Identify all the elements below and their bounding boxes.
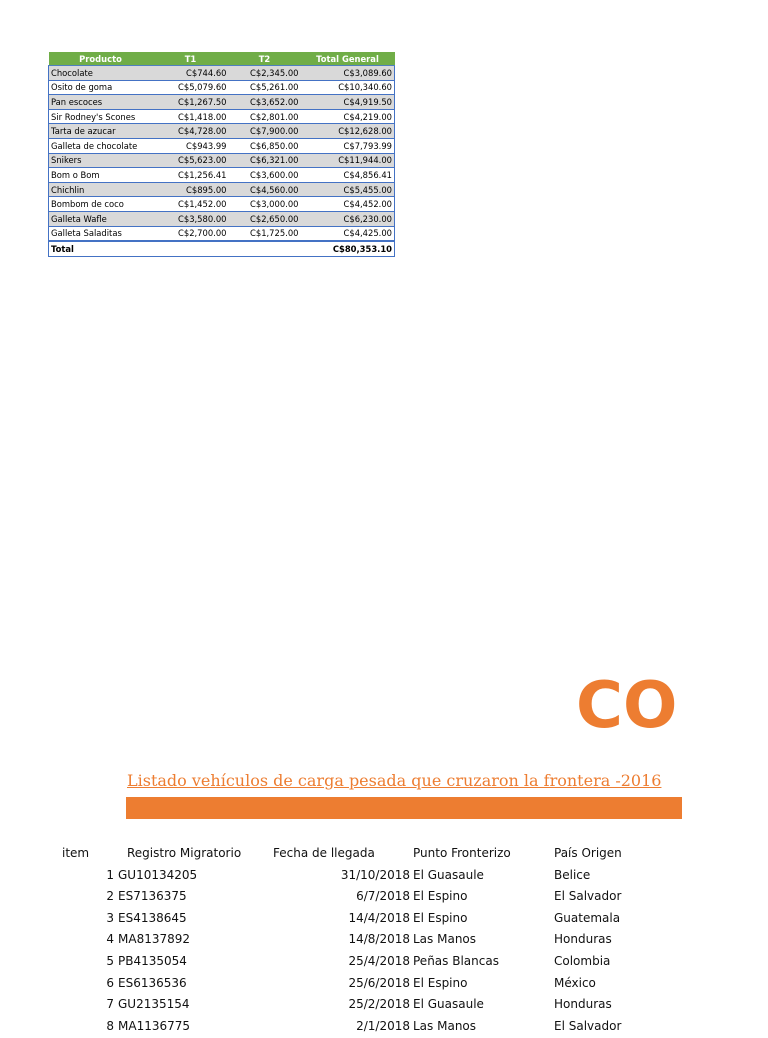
cell-producto: Bombom de coco bbox=[49, 197, 153, 212]
table-row bbox=[49, 226, 395, 241]
cell-registro: ES7136375 bbox=[118, 889, 187, 904]
cell-item: 8 bbox=[106, 1018, 114, 1033]
cell-t2: C$3,600.00 bbox=[229, 168, 301, 183]
cell-producto: Galleta Saladitas bbox=[49, 226, 153, 241]
co-logo: CO bbox=[576, 669, 678, 743]
cell-item: 7 bbox=[106, 997, 114, 1012]
cell-registro: ES6136536 bbox=[118, 975, 187, 990]
cell-t1: C$895.00 bbox=[153, 182, 229, 197]
header-t1: T1 bbox=[153, 52, 229, 66]
orange-banner bbox=[126, 797, 682, 819]
cell-t1: C$1,256.41 bbox=[153, 168, 229, 183]
cell-fecha: 2/1/2018 bbox=[356, 1018, 410, 1033]
cell-punto: El Guasaule bbox=[413, 867, 484, 882]
cell-item: 5 bbox=[106, 953, 114, 968]
cell-t2: C$6,321.00 bbox=[229, 153, 301, 168]
cell-punto: Peñas Blancas bbox=[413, 953, 499, 968]
cell-punto: El Espino bbox=[413, 910, 468, 925]
cell-registro: MA8137892 bbox=[118, 932, 191, 947]
cell-producto: Galleta de chocolate bbox=[49, 138, 153, 153]
cell-t1: C$1,452.00 bbox=[153, 197, 229, 212]
cell-t2: C$2,650.00 bbox=[229, 211, 301, 226]
cell-registro: GU10134205 bbox=[118, 867, 198, 882]
cell-t2: C$1,725.00 bbox=[229, 226, 301, 241]
table-row bbox=[49, 168, 395, 183]
cell-t1: C$943.99 bbox=[153, 138, 229, 153]
cell-total-general: C$4,425.00 bbox=[301, 226, 395, 241]
cell-pais: Guatemala bbox=[554, 910, 621, 925]
cell-registro: MA1136775 bbox=[118, 1018, 191, 1033]
cell-total-general: C$4,856.41 bbox=[301, 168, 395, 183]
empty-cell bbox=[229, 241, 301, 256]
cell-total-general: C$6,230.00 bbox=[301, 211, 395, 226]
cell-item: 2 bbox=[106, 889, 114, 904]
cell-t1: C$3,580.00 bbox=[153, 211, 229, 226]
cell-registro: PB4135054 bbox=[118, 953, 187, 968]
cell-pais: El Salvador bbox=[554, 889, 622, 904]
cell-t1: C$1,267.50 bbox=[153, 95, 229, 110]
cell-total-general: C$3,089.60 bbox=[301, 66, 395, 81]
cell-pais: México bbox=[554, 975, 596, 990]
cell-fecha: 14/4/2018 bbox=[348, 910, 410, 925]
cell-item: 4 bbox=[106, 932, 114, 947]
table-row bbox=[49, 211, 395, 226]
cell-total-general: C$12,628.00 bbox=[301, 124, 395, 139]
sales-table-header bbox=[49, 52, 395, 66]
cell-producto: Galleta Wafle bbox=[49, 211, 153, 226]
table-row bbox=[49, 182, 395, 197]
cell-punto: Las Manos bbox=[413, 932, 477, 947]
empty-cell bbox=[153, 241, 229, 256]
total-row bbox=[49, 241, 395, 256]
cell-registro: GU2135154 bbox=[118, 997, 190, 1012]
cell-fecha: 14/8/2018 bbox=[348, 932, 410, 947]
cell-item: 1 bbox=[106, 867, 114, 882]
cell-total-general: C$11,944.00 bbox=[301, 153, 395, 168]
cell-producto: Chichlin bbox=[49, 182, 153, 197]
header-pais-origen: País Origen bbox=[554, 846, 622, 860]
table-row bbox=[49, 153, 395, 168]
cell-t1: C$1,418.00 bbox=[153, 109, 229, 124]
cell-t2: C$4,560.00 bbox=[229, 182, 301, 197]
cell-registro: ES4138645 bbox=[118, 910, 187, 925]
cell-pais: Colombia bbox=[554, 953, 611, 968]
table-row bbox=[49, 95, 395, 110]
cell-producto: Pan escoces bbox=[49, 95, 153, 110]
sales-table bbox=[48, 52, 395, 257]
header-punto-fronterizo: Punto Fronterizo bbox=[413, 846, 511, 860]
table-row bbox=[49, 109, 395, 124]
cell-t1: C$5,623.00 bbox=[153, 153, 229, 168]
header-registro-migratorio: Registro Migratorio bbox=[127, 846, 242, 860]
cell-t2: C$7,900.00 bbox=[229, 124, 301, 139]
cell-producto: Osito de goma bbox=[49, 80, 153, 95]
header-t2: T2 bbox=[229, 52, 301, 66]
cell-t1: C$4,728.00 bbox=[153, 124, 229, 139]
cell-pais: El Salvador bbox=[554, 1018, 622, 1033]
cell-punto: El Guasaule bbox=[413, 997, 484, 1012]
cell-fecha: 25/6/2018 bbox=[348, 975, 410, 990]
cell-producto: Tarta de azucar bbox=[49, 124, 153, 139]
cell-item: 6 bbox=[106, 975, 114, 990]
table-row bbox=[49, 66, 395, 81]
cell-t2: C$3,652.00 bbox=[229, 95, 301, 110]
cell-punto: El Espino bbox=[413, 975, 468, 990]
cell-producto: Chocolate bbox=[49, 66, 153, 81]
cell-t2: C$2,801.00 bbox=[229, 109, 301, 124]
cell-total-general: C$7,793.99 bbox=[301, 138, 395, 153]
cell-t1: C$744.60 bbox=[153, 66, 229, 81]
table-row bbox=[49, 80, 395, 95]
cell-t2: C$2,345.00 bbox=[229, 66, 301, 81]
header-fecha-de-llegada: Fecha de llegada bbox=[273, 846, 375, 860]
cell-punto: Las Manos bbox=[413, 1018, 477, 1033]
header-producto: Producto bbox=[49, 52, 153, 66]
cell-total-general: C$5,455.00 bbox=[301, 182, 395, 197]
cell-producto: Bom o Bom bbox=[49, 168, 153, 183]
cell-pais: Honduras bbox=[554, 932, 612, 947]
table-row bbox=[49, 197, 395, 212]
cell-producto: Snikers bbox=[49, 153, 153, 168]
cell-total-general: C$4,452.00 bbox=[301, 197, 395, 212]
cell-total-general: C$10,340.60 bbox=[301, 80, 395, 95]
cell-t2: C$3,000.00 bbox=[229, 197, 301, 212]
cell-fecha: 31/10/2018 bbox=[340, 867, 410, 882]
header-item: item bbox=[62, 846, 90, 860]
cell-t1: C$5,079.60 bbox=[153, 80, 229, 95]
table-row bbox=[49, 124, 395, 139]
total-label: Total bbox=[49, 241, 153, 256]
cell-producto: Sir Rodney's Scones bbox=[49, 109, 153, 124]
cell-total-general: C$4,919.50 bbox=[301, 95, 395, 110]
cell-pais: Honduras bbox=[554, 997, 612, 1012]
cell-t2: C$5,261.00 bbox=[229, 80, 301, 95]
cell-item: 3 bbox=[106, 910, 114, 925]
list-title: Listado vehículos de carga pesada que cruzaron la frontera -2016 bbox=[127, 771, 662, 790]
cell-pais: Belice bbox=[554, 867, 591, 882]
cell-fecha: 25/2/2018 bbox=[348, 997, 410, 1012]
cell-punto: El Espino bbox=[413, 889, 468, 904]
cell-fecha: 6/7/2018 bbox=[356, 889, 410, 904]
cell-t1: C$2,700.00 bbox=[153, 226, 229, 241]
header-total-general: Total General bbox=[301, 52, 395, 66]
cell-fecha: 25/4/2018 bbox=[348, 953, 410, 968]
cell-total-general: C$4,219.00 bbox=[301, 109, 395, 124]
total-value: C$80,353.10 bbox=[301, 241, 395, 256]
cell-t2: C$6,850.00 bbox=[229, 138, 301, 153]
table-row bbox=[49, 138, 395, 153]
